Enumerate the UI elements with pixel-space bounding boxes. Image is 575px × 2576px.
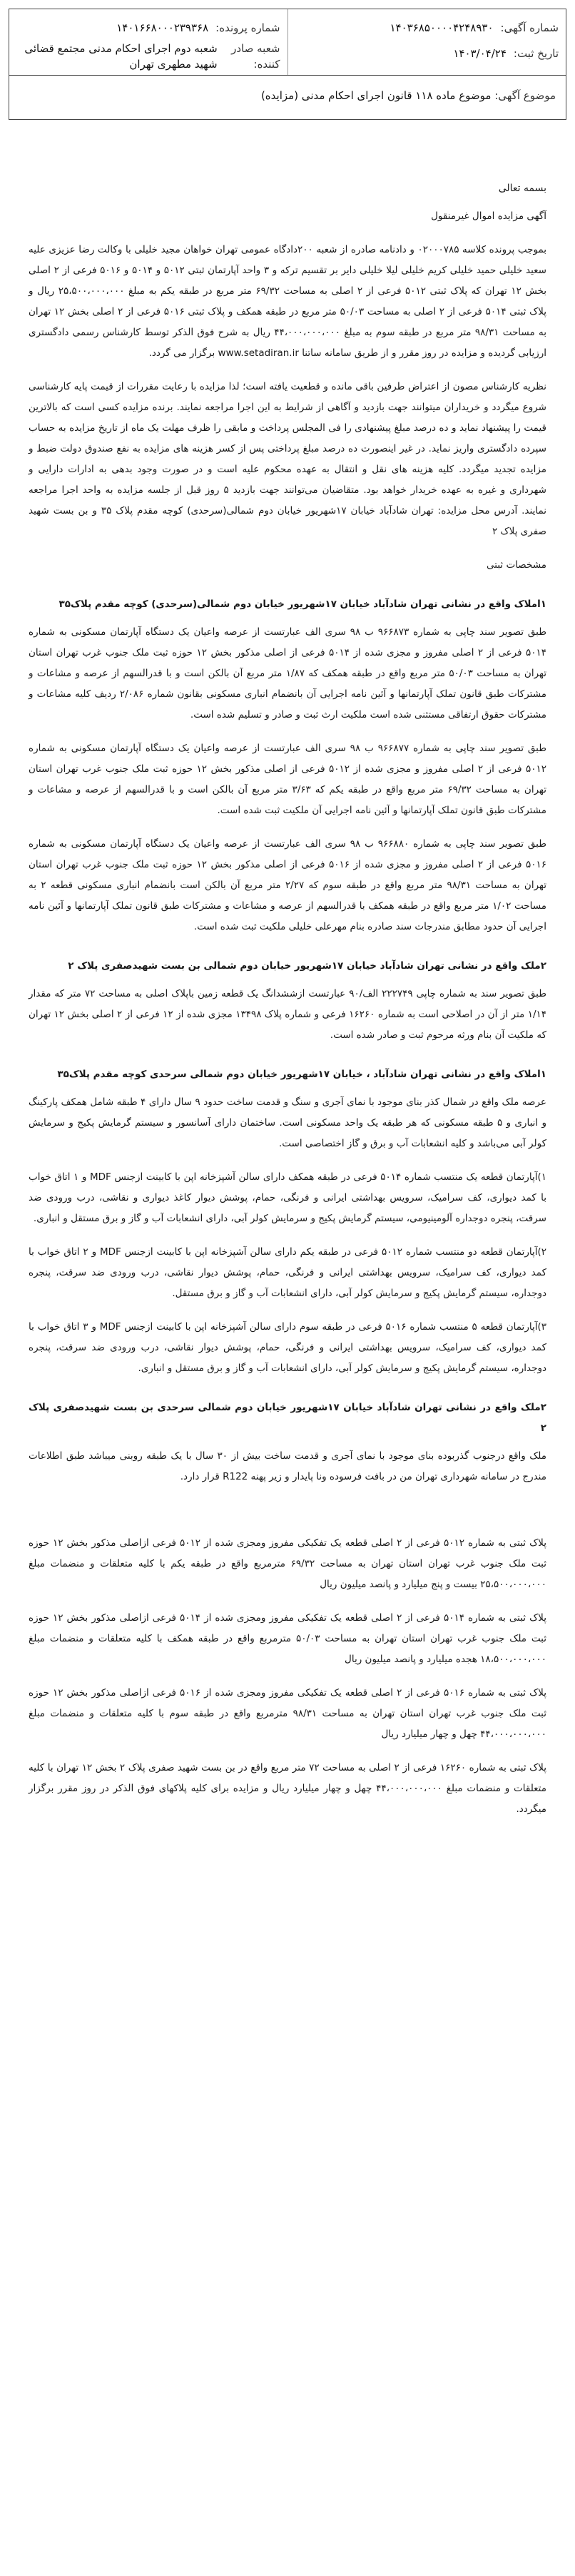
item-text-6: ۱)آپارتمان قطعه یک منتسب شماره ۵۰۱۴ فرعی در طبقه همکف دارای سالن آشپزخانه اپن با کابینت ازجنس MDF و ۱ اتاق خواب با کمد دیواری، کف سرامیک، سرویس بهداشتی ایرانی و فرنگی، حمام، پوشش دیوار کاغذ دیواری و نقاشی، درب ورودی ضد سرقت، پنجره دوجداره آلومینیومی، سیستم گرمایش پکیج و سرمایش کولر آبی، دارای انشعابات آب و گاز و برق مستقل و انباری. — [25, 1171, 546, 1224]
item-heading-4: ۲ملک واقع در نشانی تهران شادآباد خیابان ۱۷شهریور خیابان دوم شمالی سرحدی بن بست شهیدصفری پلاک ۲ — [29, 1402, 546, 1434]
item-text-3: طبق تصویر سند چاپی به شماره ۹۶۶۸۸۰ ب ۹۸ سری الف عبارتست از عرصه واعیان یک دستگاه آپارتمان مسکونی به شماره ۵۰۱۶ فرعی از ۲ اصلی مفروز و مجزی شده از ۵۰۱۶ فرعی از اصلی مذکور بخش ۱۲ حوزه ثبت ملک جنوب غرب تهران استان تهران به مساحت ۹۸/۳۱ متر مربع واقع در طبقه سوم که ۲/۲۷ متر مربع آن بالکن است بانضمام انباری مسکونی قطعه ۲ به مساحت ۱/۰۲ متر مربع واقع در طبقه همکف با قدرالسهم از عرصه و مشاعات و مشترکات طبق قانون تملک آپارتمانها و آئین نامه اجرایی آن حدود مطابق مندرجات سند صادره بنام مهرعلی خلیلی ملکیت ثبت شده است. — [25, 838, 547, 932]
date-label: تاریخ ثبت: — [513, 47, 559, 60]
file-number-value: ۱۴۰۱۶۶۸۰۰۰۲۳۹۳۶۸ — [116, 21, 209, 34]
subject-label: موضوع آگهی: — [494, 89, 556, 102]
valuation-4: پلاک ثبتی به شماره ۱۶۲۶۰ فرعی از ۲ اصلی به مساحت ۷۲ متر مربع واقع در بن بست شهید صفری پلاک ۲ بخش ۱۲ تهران با کلیه متعلقات و منضمات مبلغ ۴۴،۰۰۰،۰۰۰،۰۰۰ چهل و چهار میلیارد ریال و مزایده برای کلیه پلاکهای فوق الذکر در روز مقرر برگزار میگردد. — [25, 1762, 546, 1815]
date-row — [295, 41, 559, 66]
item-text-4: طبق تصویر سند به شماره چاپی ۲۲۲۷۴۹ الف/۹۰ عبارتست ازششدانگ یک قطعه زمین باپلاک اصلی به مساحت ۷۲ متر که مقدار ۱/۱۴ متر از آن در اصلاحی است به شماره ۱۶۲۶۰ فرعی و شماره پلاک ۱۳۴۹۸ مجزی شده از ۱۲ فرعی از ۲ اصلی بخش ۱۲ تهران که ملکیت آن بنام ورثه مرحوم ثبت و صادر شده است. — [25, 988, 547, 1041]
basmala-heading: بسمه تعالی — [498, 183, 546, 194]
date-value: ۱۴۰۳/۰۴/۲۴ — [453, 47, 507, 60]
item-text-5: عرصه ملک واقع در شمال کذر بنای موجود با نمای آجری و سنگ و قدمت ساخت حدود ۹ سال دارای ۴ طبقه شامل همکف پارکینگ و انباری و ۵ طبقه مسکونی که هر طبقه یک واحد مسکونی است. ساختمان دارای آسانسور و سیستم گرمایش پکیج و سرمایش کولر آبی می‌باشد و کلیه انشعابات آب و برق و گاز اختصاصی است. — [25, 1096, 546, 1149]
valuation-2: پلاک ثبتی به شماره ۵۰۱۴ فرعی از ۲ اصلی قطعه یک تفکیکی مفروز ومجزی شده از ۵۰۱۴ فرعی ازاصلی مذکور بخش ۱۲ حوزه ثبت ملک جنوب غرب تهران استان تهران به مساحت ۵۰/۰۳ مترمربع واقع در طبقه همکف با کلیه متعلقات و منضمات مبلغ ۱۸،۵۰۰،۰۰۰،۰۰۰ هجده میلیارد و پانصد میلیون ریال — [25, 1612, 546, 1665]
registration-heading: مشخصات ثبتی — [487, 559, 546, 571]
item-text-9: ملک واقع درجنوب گذربوده بنای موجود با نمای آجری و قدمت ساخت بیش از ۳۰ سال با یک طبقه روبنی میباشد طبق اطلاعات مندرج در سامانه شهرداری تهران من در بافت فرسوده ونا پایدار و زیر پهنه R122 قرار دارد. — [25, 1450, 546, 1482]
item-heading-1: ۱املاک واقع در نشانی تهران شادآباد خیابان ۱۷شهریور خیابان دوم شمالی(سرحدی) کوچه مقدم پلاک۳۵ — [58, 599, 546, 610]
case-number-row — [295, 15, 559, 41]
body-paragraph-2: نظریه کارشناس مصون از اعتراض طرفین باقی مانده و قطعیت یافته است؛ لذا مزایده با رعایت مقررات از قیمت پایه کارشناسی شروع میگردد و خریداران میتوانند جهت بازدید و آگاهی از شرایط به این اجرا مراجعه نمایند. برنده مزایده کسی است که بالاترین قیمت را پیشنهاد نماید و ده درصد مبلغ پیشنهادی را فی المجلس پرداخت و مابقی را ظرف مهلت یک ماه از تاریخ مزایده به حساب سپرده دادگستری واریز نماید. در غیر اینصورت ده درصد مبلغ پرداختی پس از کسر هزینه های مزایده به نفع صندوق دولت ضبط و مزایده تجدید میگردد. کلیه هزینه های نقل و انتقال به عهده محکوم علیه است و در صورت وجود بدهی به ادارات دارایی و شهرداری و غیره به عهده خریدار خواهد بود. متقاضیان می‌توانند جهت بازدید ۵ روز قبل از جلسه مزایده به واحد اجرا مراجعه نمایند. آدرس محل مزایده: تهران شادآباد خیابان ۱۷شهریور خیابان دوم شمالی(سرحدی) کوچه مقدم پلاک ۳۵ و بن بست شهید صفری پلاک ۲ — [25, 381, 546, 537]
case-number-label: شماره آگهی: — [500, 21, 559, 34]
notice-body — [25, 178, 547, 1833]
issuing-unit-row — [16, 41, 280, 72]
valuation-1: پلاک ثبتی به شماره ۵۰۱۲ فرعی از ۲ اصلی قطعه یک تفکیکی مفروز ومجزی شده از ۵۰۱۲ فرعی ازاصلی مذکور بخش ۱۲ حوزه ثبت ملک جنوب غرب تهران استان تهران به مساحت ۶۹/۳۲ مترمربع واقع در طبقه یکم با کلیه متعلقات و منضمات مبلغ ۲۵،۵۰۰،۰۰۰،۰۰۰ بیست و پنج میلیارد و پانصد میلیون ریال — [25, 1537, 546, 1590]
spacer — [29, 1500, 546, 1533]
issuing-unit-label: شعبه صادر کننده: — [231, 42, 280, 71]
item-heading-2: ۲ملک واقع در نشانی تهران شادآباد خیابان ۱۷شهریور خیابان دوم شمالی بن بست شهیدصفری پلاک ۲ — [68, 960, 546, 972]
valuation-3: پلاک ثبتی به شماره ۵۰۱۶ فرعی از ۲ اصلی قطعه یک تفکیکی مفروز ومجزی شده از ۵۰۱۶ فرعی ازاصلی مذکور بخش ۱۲ حوزه ثبت ملک جنوب غرب تهران استان تهران به مساحت ۹۸/۳۱ مترمربع واقع در طبقه سوم با کلیه متعلقات و منضمات مبلغ ۴۴،۰۰۰،۰۰۰،۰۰۰ چهل و چهار میلیارد ریال — [25, 1687, 546, 1740]
notice-title: آگهی مزایده اموال غیرمنقول — [431, 210, 546, 222]
item-text-8: ۳)آپارتمان قطعه ۵ منتسب شماره ۵۰۱۶ فرعی در طبقه سوم دارای سالن آشپزخانه اپن با کابینت ازجنس MDF و ۳ اتاق خواب با کمد دیواری، کف سرامیک، سرویس بهداشتی ایرانی و فرنگی، حمام، پوشش دیوار نقاشی، درب ورودی ضد سرقت، پنجره دوجداره، سیستم گرمایش پکیج و سرمایش کولر آبی، دارای انشعابات آب و گاز و برق مستقل و انباری. — [25, 1321, 546, 1374]
case-number-value: ۱۴۰۳۶۸۵۰۰۰۰۴۲۴۸۹۳۰ — [390, 21, 494, 34]
issuing-unit-value: شعبه دوم اجرای احکام مدنی مجتمع قضائی شهید مطهری تهران — [24, 42, 218, 71]
item-text-7: ۲)آپارتمان قطعه دو منتسب شماره ۵۰۱۲ فرعی در طبقه یکم دارای سالن آشپزخانه اپن با کابینت ازجنس MDF و ۲ اتاق خواب با کمد دیواری، کف سرامیک، سرویس بهداشتی ایرانی و فرنگی، حمام، پوشش دیوار نقاشی، درب ورودی ضد سرقت، پنجره دوجداره، سیستم گرمایش پکیج و سرمایش کولر آبی، دارای انشعابات آب و گاز و برق مستقل. — [25, 1246, 547, 1299]
item-text-1: طبق تصویر سند چاپی به شماره ۹۶۶۸۷۳ ب ۹۸ سری الف عبارتست از عرصه واعیان یک دستگاه آپارتمان مسکونی به شماره ۵۰۱۴ فرعی از ۲ اصلی مفروز و مجزی شده از ۵۰۱۴ فرعی از اصلی مذکور بخش ۱۲ حوزه ثبت ملک جنوب غرب تهران استان تهران به مساحت ۵۰/۰۳ متر مربع واقع در طبقه همکف که ۱/۸۷ متر مربع آن بالکن است و با قدرالسهم از عرصه و مشاعات و مشترکات طبق قانون تملک آپارتمانها و آئین نامه اجرایی آن بانضمام انباری مسکونی بقانون شماره ۲/۰۸۶ ردیف کلیه مشاعات و مشترکات حقوق ارتفاقی مستثنی شده است ملکیت ارث ثبت و صادر و تسلیم شده است. — [25, 626, 547, 721]
item-heading-3: ۱املاک واقع در نشانی تهران شادآباد ، خیابان ۱۷شهریور خیابان دوم شمالی سرحدی کوچه مقدم پلاک۳۵ — [57, 1069, 546, 1080]
body-paragraph-1: بموجب پرونده کلاسه ۰۲۰۰۰۷۸۵ و دادنامه صادره از شعبه ۲۰۰دادگاه عمومی تهران خواهان مجید خلیلی با وکالت رضا عزیزی علیه سعید خلیلی حمید خلیلی کریم خلیلی لیلا خلیلی دایر بر تقسیم ترکه و ۳ واحد آپارتمان ثبتی ۵۰۱۲ و ۵۰۱۴ و ۵۰۱۶ فرعی از ۲ اصلی بخش ۱۲ تهران که پلاک ثبتی ۵۰۱۲ فرعی از ۲ اصلی به مساحت ۶۹/۳۲ متر مربع در طبقه یکم به مبلغ ۲۵،۵۰۰،۰۰۰،۰۰۰ ریال و پلاک ثبتی ۵۰۱۴ فرعی از ۲ اصلی به مساحت ۵۰/۰۳ متر مربع در طبقه همکف و پلاک ثبتی ۵۰۱۶ فرعی از ۲ اصلی بخش ۱۲ تهران به مساحت ۹۸/۳۱ متر مربع در طبقه سوم به مبلغ ۴۴،۰۰۰،۰۰۰،۰۰۰ ریال به شرح فوق الذکر توسط کارشناس رسمی دادگستری ارزیابی گردیده و مزایده در روز مقرر و از طریق سامانه ساتنا www.setadiran.ir برگزار می گردد. — [25, 244, 547, 359]
notice-header — [9, 9, 566, 76]
header-right-column — [288, 9, 566, 75]
notice-subject — [9, 74, 566, 120]
file-number-label: شماره پرونده: — [215, 21, 280, 34]
subject-value: موضوع ماده ۱۱۸ قانون اجرای احکام مدنی (مزایده) — [260, 89, 492, 102]
header-left-column — [9, 9, 288, 75]
item-text-2: طبق تصویر سند چاپی به شماره ۹۶۶۸۷۷ ب ۹۸ سری الف عبارتست از عرصه واعیان یک دستگاه آپارتمان مسکونی به شماره ۵۰۱۲ فرعی از ۲ اصلی مفروز و مجزی شده از ۵۰۱۲ فرعی از اصلی مذکور بخش ۱۲ حوزه ثبت ملک جنوب غرب تهران استان تهران به مساحت ۶۹/۳۲ متر مربع واقع در طبقه یکم که ۳/۶۳ متر مربع آن بالکن است و با قدرالسهم از عرصه و مشاعات و مشترکات طبق قانون تملک آپارتمانها و آئین نامه اجرایی آن ملکیت ثبت شده است. — [25, 743, 547, 816]
file-number-row — [16, 15, 280, 41]
